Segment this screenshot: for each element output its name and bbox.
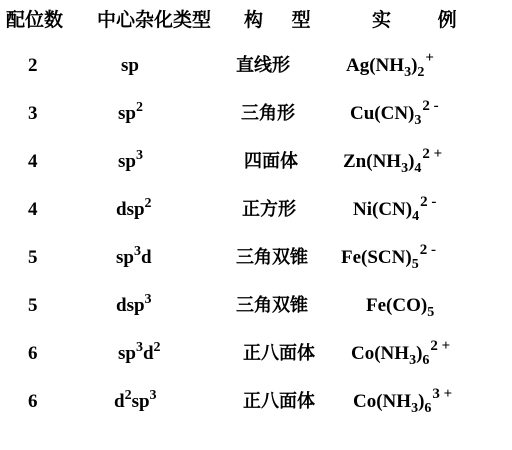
header-coordination-number: 配位数 (6, 9, 64, 31)
complex-formula: $Zn(NH_3)_4^{2 +}$ (343, 146, 443, 176)
complex-formula: $Fe(SCN)_5^{2 -}$ (341, 242, 436, 272)
geometry-label: 正方形 (242, 199, 296, 220)
table-row (0, 146, 512, 186)
table-row (0, 338, 512, 378)
table-row (0, 386, 512, 426)
complex-formula: $Ag(NH_3)_2^+$ (346, 50, 434, 80)
geometry-label: 正八面体 (243, 343, 315, 364)
hybridization-type: $sp^3$ (118, 148, 143, 172)
complex-formula: $Co(NH_3)_6^{3 +}$ (353, 386, 453, 416)
geometry-label: 三角双锥 (236, 295, 308, 316)
geometry-label: 四面体 (244, 151, 298, 172)
geometry-label: 直线形 (236, 55, 290, 76)
coordination-number: 3 (28, 103, 38, 124)
hybridization-type: sp (121, 55, 139, 76)
coordination-number: 4 (28, 151, 38, 172)
complex-formula: $Fe(CO)_5$ (366, 295, 435, 320)
geometry-label: 三角形 (241, 103, 295, 124)
coordination-number: 2 (28, 55, 38, 76)
complex-formula: $Cu(CN)_3^{2 -}$ (350, 98, 439, 128)
hybridization-type: dsp$^3$ (116, 292, 152, 316)
hybridization-type: $sp^2$ (118, 100, 143, 124)
table-row (0, 194, 512, 234)
table-row (0, 98, 512, 138)
table-row (0, 50, 512, 90)
hybridization-type: $sp^3d^2$ (118, 340, 161, 364)
header-geometry: 构 型 (244, 9, 317, 31)
geometry-label: 正八面体 (243, 391, 315, 412)
coordination-number: 5 (28, 295, 38, 316)
hybridization-type: dsp$^2$ (116, 196, 152, 220)
coordination-number: 6 (28, 391, 38, 412)
header-example: 实 例 (372, 9, 477, 31)
header-hybridization: 中心杂化类型 (97, 9, 212, 31)
geometry-label: 三角双锥 (236, 247, 308, 268)
complex-formula: $Ni(CN)_4^{2 -}$ (353, 194, 437, 224)
hybridization-type: $d^2sp^3$ (114, 388, 157, 412)
table-row (0, 294, 512, 330)
coordination-number: 4 (28, 199, 38, 220)
complex-formula: $Co(NH_3)_6^{2 +}$ (351, 338, 451, 368)
hybridization-type: $sp^3d$ (116, 244, 152, 268)
table-row (0, 242, 512, 282)
coordination-number: 6 (28, 343, 38, 364)
coordination-number: 5 (28, 247, 38, 268)
